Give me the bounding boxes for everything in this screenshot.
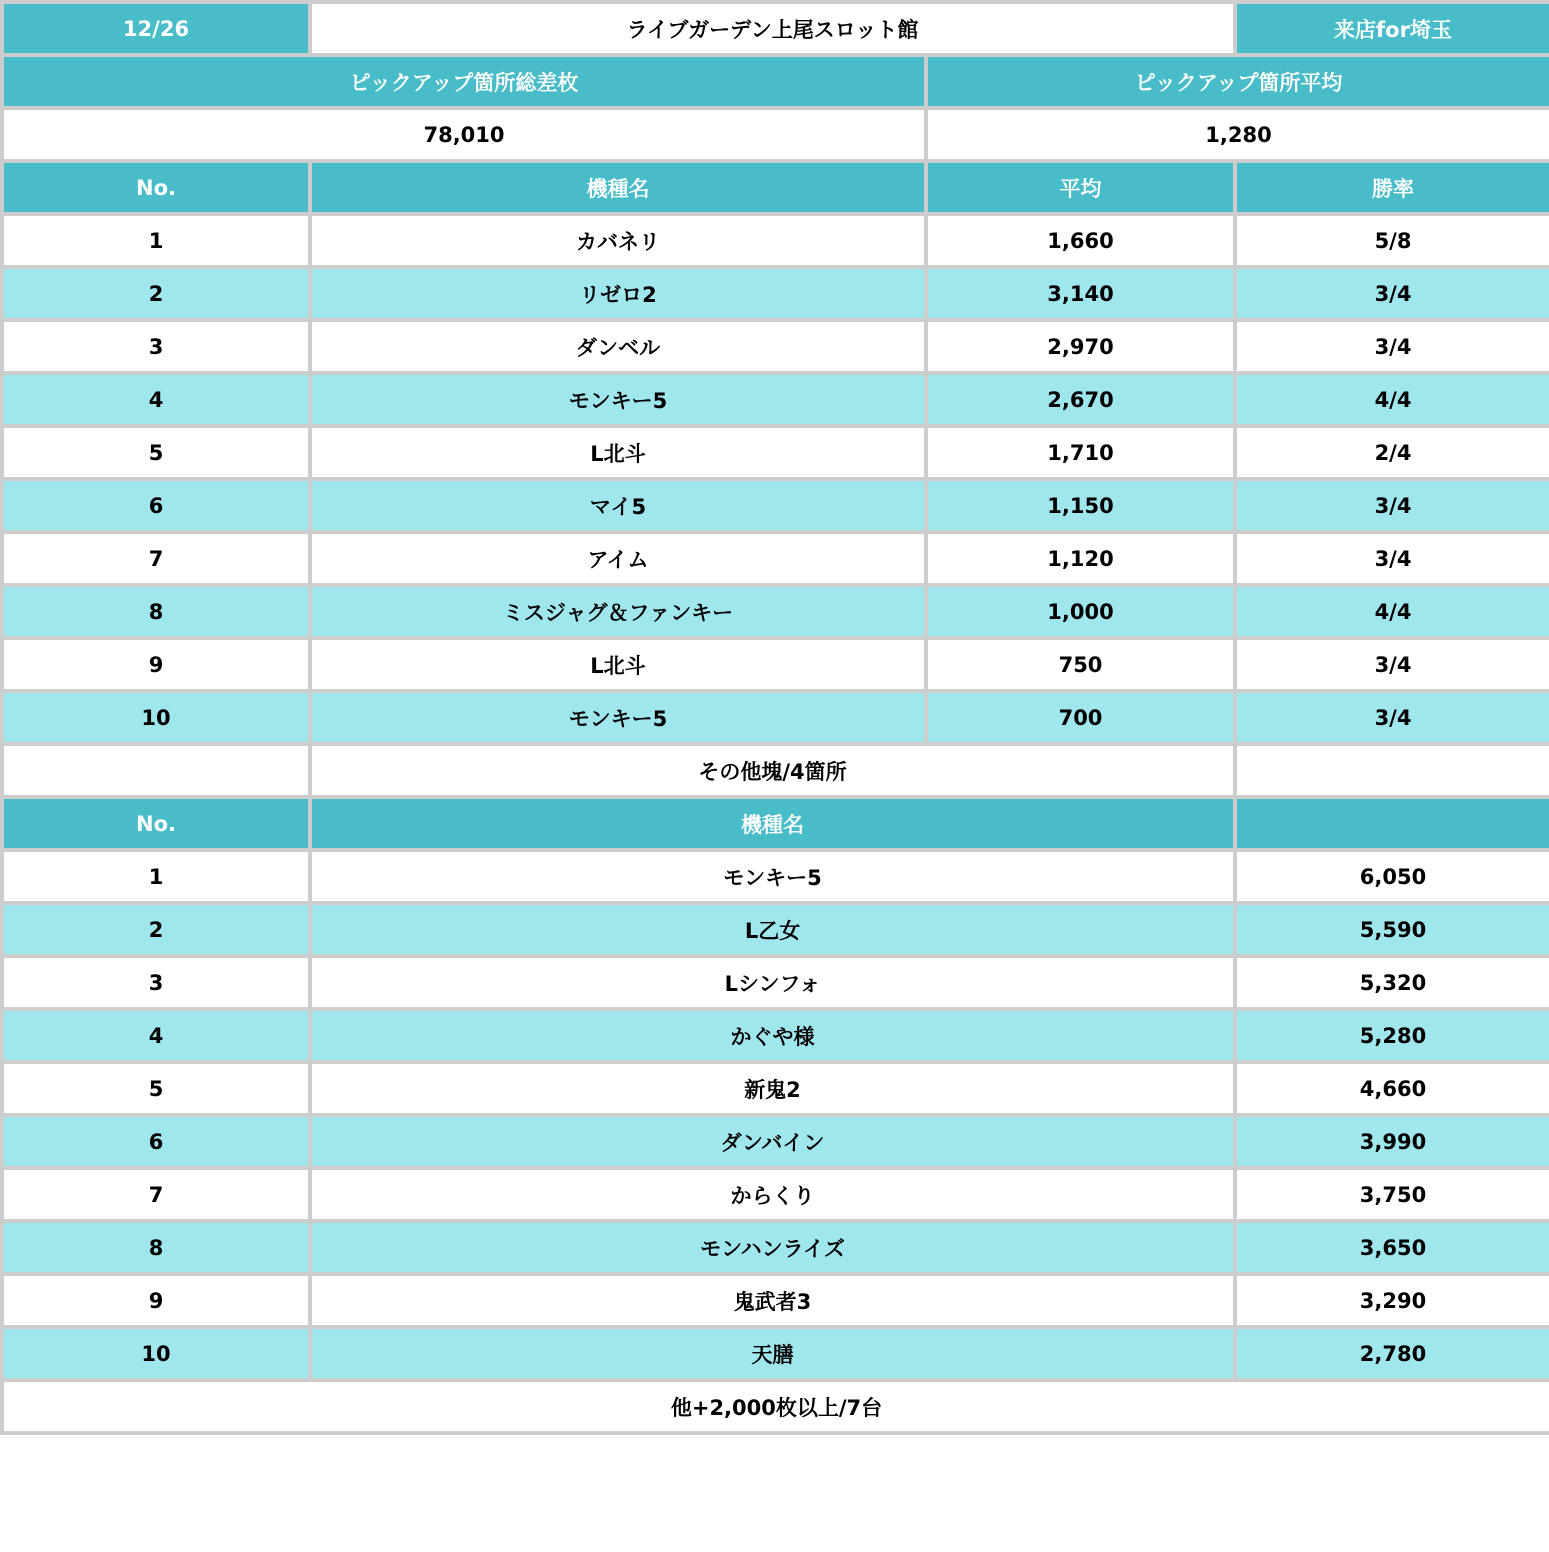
table-row — [2, 1062, 1549, 1115]
row-no: 10 — [2, 1327, 310, 1380]
col-header-winrate: 勝率 — [1235, 161, 1549, 214]
average-cell: 3,140 — [926, 267, 1235, 320]
machine-name: ダンバイン — [310, 1115, 1235, 1168]
table-row — [2, 479, 1549, 532]
row-no: 7 — [2, 532, 310, 585]
row-no: 4 — [2, 373, 310, 426]
table-row — [2, 373, 1549, 426]
summary-value-row — [2, 108, 1549, 161]
row-no: 2 — [2, 267, 310, 320]
table-row — [2, 691, 1549, 744]
table-row — [2, 638, 1549, 691]
table-row — [2, 267, 1549, 320]
total-diff-value: 78,010 — [2, 108, 926, 161]
row-no: 6 — [2, 479, 310, 532]
diff-value: 3,290 — [1235, 1274, 1549, 1327]
col-header-average: 平均 — [926, 161, 1235, 214]
col-header-no: No. — [2, 797, 310, 850]
diff-value: 5,280 — [1235, 1009, 1549, 1062]
winrate-cell: 3/4 — [1235, 691, 1549, 744]
machine-name: 鬼武者3 — [310, 1274, 1235, 1327]
col-header-machine: 機種名 — [310, 797, 1235, 850]
table-row — [2, 903, 1549, 956]
diff-value: 4,660 — [1235, 1062, 1549, 1115]
col-header-value — [1235, 797, 1549, 850]
winrate-cell: 5/8 — [1235, 214, 1549, 267]
machine-name: カバネリ — [310, 214, 926, 267]
diff-value: 5,590 — [1235, 903, 1549, 956]
machine-name: からくり — [310, 1168, 1235, 1221]
average-label: ピックアップ箇所平均 — [926, 55, 1549, 108]
machine-name: モンキー5 — [310, 691, 926, 744]
row-no: 3 — [2, 956, 310, 1009]
winrate-cell: 3/4 — [1235, 532, 1549, 585]
table-row — [2, 426, 1549, 479]
average-cell: 700 — [926, 691, 1235, 744]
diff-value: 3,750 — [1235, 1168, 1549, 1221]
table-row — [2, 1221, 1549, 1274]
winrate-cell: 3/4 — [1235, 479, 1549, 532]
empty-cell — [1235, 744, 1549, 797]
machine-name: L乙女 — [310, 903, 1235, 956]
machine-name: モンキー5 — [310, 850, 1235, 903]
table-row — [2, 320, 1549, 373]
table-row — [2, 214, 1549, 267]
col-header-machine: 機種名 — [310, 161, 926, 214]
machine-name: モンキー5 — [310, 373, 926, 426]
row-no: 8 — [2, 585, 310, 638]
date-cell: 12/26 — [2, 2, 310, 55]
diff-value: 5,320 — [1235, 956, 1549, 1009]
summary-header-row — [2, 55, 1549, 108]
col-header-no: No. — [2, 161, 310, 214]
row-no: 9 — [2, 638, 310, 691]
machine-name: L北斗 — [310, 426, 926, 479]
row-no: 2 — [2, 903, 310, 956]
machine-name: 天膳 — [310, 1327, 1235, 1380]
average-cell: 2,670 — [926, 373, 1235, 426]
empty-cell — [2, 744, 310, 797]
average-cell: 2,970 — [926, 320, 1235, 373]
row-no: 5 — [2, 426, 310, 479]
average-cell: 1,120 — [926, 532, 1235, 585]
row-no: 1 — [2, 850, 310, 903]
average-value: 1,280 — [926, 108, 1549, 161]
table-row — [2, 1009, 1549, 1062]
row-no: 9 — [2, 1274, 310, 1327]
table-row — [2, 1168, 1549, 1221]
machine-name: マイ5 — [310, 479, 926, 532]
row-no: 3 — [2, 320, 310, 373]
machine-name: かぐや様 — [310, 1009, 1235, 1062]
average-cell: 750 — [926, 638, 1235, 691]
title-row — [2, 2, 1549, 55]
store-name: ライブガーデン上尾スロット館 — [310, 2, 1235, 55]
machine-name: L北斗 — [310, 638, 926, 691]
others-note: 他+2,000枚以上/7台 — [2, 1380, 1549, 1433]
winrate-cell: 4/4 — [1235, 373, 1549, 426]
winrate-cell: 3/4 — [1235, 320, 1549, 373]
row-no: 8 — [2, 1221, 310, 1274]
table-row — [2, 1327, 1549, 1380]
row-no: 5 — [2, 1062, 310, 1115]
other-blocks-note: その他塊/4箇所 — [310, 744, 1235, 797]
row-no: 6 — [2, 1115, 310, 1168]
row-no: 4 — [2, 1009, 310, 1062]
machine-name: ダンベル — [310, 320, 926, 373]
average-cell: 1,000 — [926, 585, 1235, 638]
table-row — [2, 1274, 1549, 1327]
winrate-cell: 2/4 — [1235, 426, 1549, 479]
machine-name: モンハンライズ — [310, 1221, 1235, 1274]
table-row — [2, 532, 1549, 585]
row-no: 1 — [2, 214, 310, 267]
machine-name: ミスジャグ＆ファンキー — [310, 585, 926, 638]
diff-value: 3,990 — [1235, 1115, 1549, 1168]
winrate-cell: 3/4 — [1235, 267, 1549, 320]
average-cell: 1,660 — [926, 214, 1235, 267]
table-row — [2, 585, 1549, 638]
average-cell: 1,150 — [926, 479, 1235, 532]
ranking-footer-row — [2, 1380, 1549, 1433]
row-no: 7 — [2, 1168, 310, 1221]
ranking-header-row — [2, 797, 1549, 850]
average-cell: 1,710 — [926, 426, 1235, 479]
diff-value: 3,650 — [1235, 1221, 1549, 1274]
diff-value: 6,050 — [1235, 850, 1549, 903]
table-row — [2, 956, 1549, 1009]
table-row — [2, 850, 1549, 903]
diff-value: 2,780 — [1235, 1327, 1549, 1380]
machine-name: アイム — [310, 532, 926, 585]
table-row — [2, 1115, 1549, 1168]
total-diff-label: ピックアップ箇所総差枚 — [2, 55, 926, 108]
machine-name: 新鬼2 — [310, 1062, 1235, 1115]
pickup-header-row — [2, 161, 1549, 214]
winrate-cell: 3/4 — [1235, 638, 1549, 691]
winrate-cell: 4/4 — [1235, 585, 1549, 638]
event-label: 来店for埼玉 — [1235, 2, 1549, 55]
pickup-footer-row — [2, 744, 1549, 797]
machine-name: Lシンフォ — [310, 956, 1235, 1009]
row-no: 10 — [2, 691, 310, 744]
machine-name: リゼロ2 — [310, 267, 926, 320]
